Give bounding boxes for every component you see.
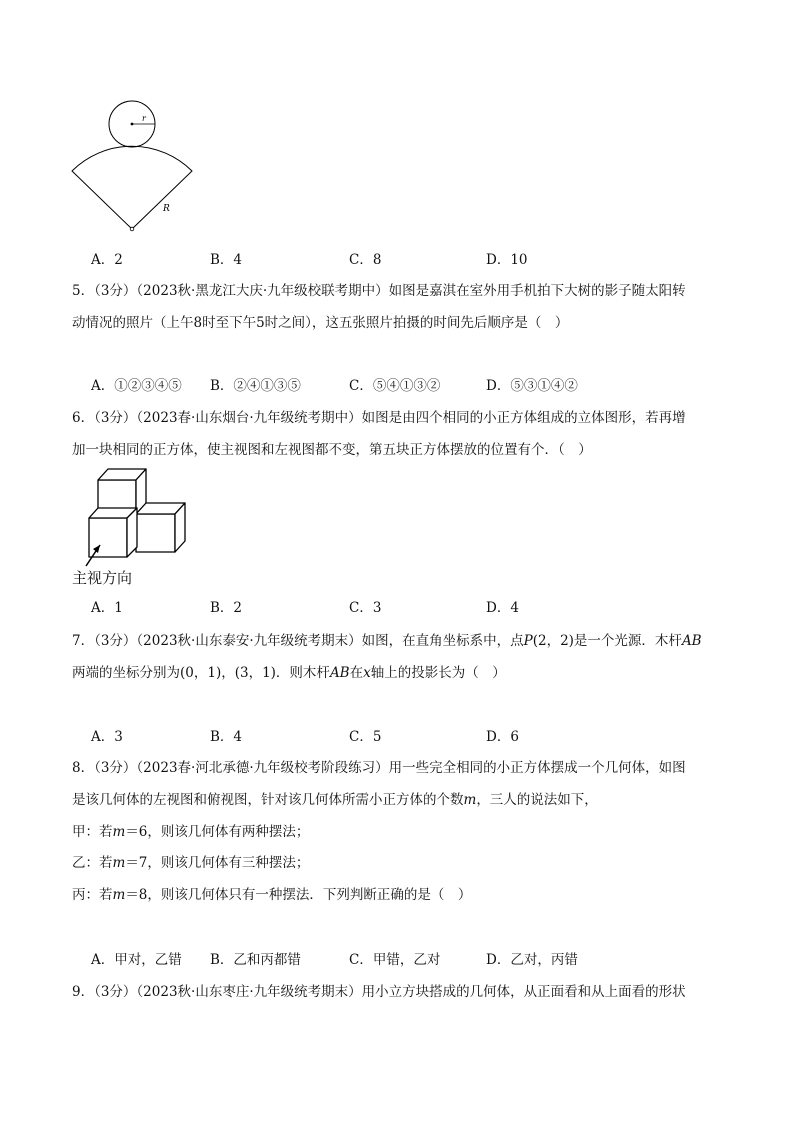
q8-statement-jia	[72, 823, 309, 841]
q7-point-p: P	[523, 633, 533, 649]
q8-s1-pre: 甲：若	[72, 824, 113, 840]
q8-s3-post: ＝8，则该几何体只有一种摆法．下列判断正确的是（ ）	[125, 887, 472, 903]
q7-option-c: C．5	[349, 729, 382, 745]
q4-option-b: B．4	[210, 252, 243, 268]
cube-right-front	[136, 514, 175, 552]
q8-s1-post: ＝6，则该几何体有两种摆法；	[125, 824, 310, 840]
label-R: R	[163, 204, 170, 214]
q7-stem-line1	[72, 632, 702, 650]
q6-option-c: C．3	[349, 600, 382, 616]
q7-stem-line2	[72, 664, 506, 682]
q5-stem-line1: 5．（3分）（2023秋·黑龙江大庆·九年级校联考期中）如图是嘉淇在室外用手机拍下大树的影子随太阳转	[72, 283, 686, 299]
q5-option-b: B．②④①③⑤	[210, 378, 301, 394]
q6-stem-line2: 加一块相同的正方体，使主视图和左视图都不变，第五块正方体摆放的位置有个．（ ）	[72, 442, 592, 458]
q7-ab-2: AB	[329, 665, 350, 681]
q7-option-a: A．3	[91, 729, 123, 745]
q5-stem-line2: 动情况的照片（上午8时至下午5时之间），这五张照片拍摄的时间先后顺序是（ ）	[72, 315, 569, 331]
q8-statement-yi	[72, 854, 309, 872]
q7-line2-pre: 两端的坐标分别为(0，1)，(3，1)．则木杆	[72, 665, 330, 681]
q8-m: m	[463, 792, 477, 808]
q8-option-a: A．甲对，乙错	[91, 952, 182, 968]
q4-option-c: C．8	[349, 252, 382, 268]
q7-line1-mid: (2，2)是一个光源．木杆	[532, 633, 682, 649]
q4-option-d: D．10	[486, 252, 528, 268]
q8-option-b: B．乙和丙都错	[210, 952, 301, 968]
q7-x: x	[363, 665, 371, 681]
q8-option-c: C．甲错，乙对	[349, 952, 441, 968]
label-r: r	[142, 114, 146, 123]
cube-front-front	[89, 518, 127, 557]
q8-stem-line2	[72, 791, 598, 809]
q5-option-c: C．⑤④①③②	[349, 378, 441, 394]
q8-s1-m: m	[112, 824, 126, 840]
q9-stem-line1: 9．（3分）（2023秋·山东枣庄·九年级统考期末）用小立方块搭成的几何体，从正面看和从上面看的形状	[72, 984, 686, 1000]
q8-s3-m: m	[112, 887, 126, 903]
q8-stem-line1: 8．（3分）（2023春·河北承德·九年级校考阶段练习）用一些完全相同的小正方体摆成一个几何体，如图	[72, 760, 686, 776]
q7-option-b: B．4	[210, 729, 243, 745]
q7-line2-post: 轴上的投影长为（ ）	[370, 665, 506, 681]
q8-line2-post: ，三人的说法如下，	[476, 792, 598, 808]
q6-option-d: D．4	[486, 600, 519, 616]
q7-option-d: D．6	[486, 729, 519, 745]
q6-option-b: B．2	[210, 600, 243, 616]
q8-option-d: D．乙对，丙错	[486, 952, 578, 968]
q8-line2-pre: 是该几何体的左视图和俯视图，针对该几何体所需小正方体的个数	[72, 792, 464, 808]
q6-option-a: A．1	[91, 600, 123, 616]
q6-stem-line1: 6．（3分）（2023春·山东烟台·九年级统考期中）如图是由四个相同的小正方体组成的立体图形，若再增	[72, 410, 686, 426]
view-direction-label: 主视方向	[72, 569, 133, 587]
q5-option-d: D．⑤③①④②	[486, 378, 578, 394]
q8-s2-post: ＝7，则该几何体有三种摆法；	[125, 855, 310, 871]
q4-option-a: A．2	[91, 252, 123, 268]
q8-statement-bing	[72, 886, 471, 904]
q7-ab-1: AB	[681, 633, 702, 649]
q7-line2-mid: 在	[349, 665, 364, 681]
q7-line1-pre: 7．（3分）（2023秋·山东泰安·九年级统考期末）如图，在直角坐标系中，点	[72, 633, 524, 649]
q8-s2-pre: 乙：若	[72, 855, 113, 871]
q5-option-a: A．①②③④⑤	[91, 378, 182, 394]
q8-s2-m: m	[112, 855, 126, 871]
q8-s3-pre: 丙：若	[72, 887, 113, 903]
